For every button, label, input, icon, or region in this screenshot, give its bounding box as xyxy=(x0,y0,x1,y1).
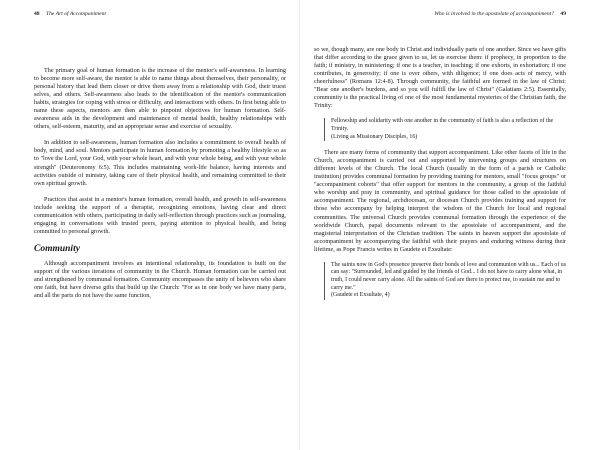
quote-citation: (Living as Missionary Disciples, 16) xyxy=(331,133,418,140)
paragraph: so we, though many, are one body in Christ and individually parts of one another. Since we have gifts that differ according to the grace given to us, let us exercise them: if prophecy, in proportion to the faith; if ministry, in ministering; if one is a teacher, in teaching; if one exhorts, in exhortation; if one contributes, in generosity; if one is over others, with diligence; if one does acts of mercy, with cheerfulness" (Romans 12:4-8). Through community, the faithful are formed in the law of Christ: "Bear one another's burdens, and so you will fulfill the law of Christ" (Galatians 2:5). Essentially, community is the practical living of one of the most fundamental mysteries of the Christian faith, the Trinity: xyxy=(314,46,566,110)
left-page-number: 48 xyxy=(34,11,40,17)
left-running-head-title: The Art of Accompaniment xyxy=(46,11,106,17)
right-body-text xyxy=(314,46,566,308)
paragraph: In addition to self-awareness, human formation also includes a commitment to overall health of body, mind, and soul. Mentors participate in human formation by promoting a healthy lifestyle so as to "love the Lord, your God, with your whole heart, and with your whole being, and with your whole strength" (Deuteronomy 6:5). This includes maintaining work-life balance, having interests and activities outside of ministry, taking care of their physical health, and remaining committed to their own spiritual growth. xyxy=(34,139,286,187)
right-page-number: 49 xyxy=(560,11,566,17)
paragraph: Practices that assist in a mentor's human formation, overall health, and growth in self-awareness include seeking the support of a therapist, recognizing emotions, having clear and direct communication with others, participating in daily self-reflection through practices such as journaling, engaging in conversations with trusted peers, paying attention to physical health, and being committed to personal growth. xyxy=(34,195,286,235)
paragraph: There are many forms of community that support accompaniment. Like other facets of life in the Church, accompaniment is carried out and supported by intervening groups and structures on different levels of the Church. The local Church (usually in the form of a parish or Catholic institution) provides communal formation by providing training for mentors, small "focus groups" or "accompaniment cohorts" that offer support for mentors in the community, a group of the faithful who worship and pray in community, and spiritual guidance for those called to the apostolate of accompaniment. The regional, archdiocesan, or diocesan Church provides training and support for those who accompany by helping interpret the wisdom of the Church for local and regional communities. The universal Church provides communal formation through the experience of the worldwide Church, papal documents relevant to the apostolate of accompaniment, and the magisterial interpretation of the Christian tradition. The saints in heaven support the apostolate of accompaniment by accompanying the faithful with their prayers and enduring witness during their lifetime, as Pope Francis writes in Gaudete et Exsultate: xyxy=(314,149,566,253)
left-running-head xyxy=(34,11,106,17)
quote-citation: (Gaudete et Exsultate, 4) xyxy=(331,292,390,299)
right-running-head xyxy=(434,11,566,17)
block-quote xyxy=(324,262,566,300)
quote-text: The saints now in God's presence preserve their bonds of love and communion with us... Each of us can say: "Surrounded, led and guided by the friends of God... I do not have to carry alone what, in truth, I could never carry alone. All the saints of God are there to protect me, to sustain me and to carry me." xyxy=(331,261,566,291)
section-heading: Community xyxy=(34,243,80,254)
quote-text: Fellowship and solidarity with one another in the community of faith is also a reflection of the Trinity. xyxy=(331,118,554,132)
paragraph: Although accompaniment involves an intentional relationship, its foundation is built on the support of the various iterations of community in the Church. Human formation can be carried out and strengthened by communal formation. Community encompasses the unity of believers who share one faith, but have diverse gifts that build up the Church: "For as in one body we have many parts, and all the parts do not have the same function, xyxy=(34,259,286,300)
paragraph: The primary goal of human formation is the increase of the mentor's self-awareness. In learning to become more self-aware, the mentor is able to name things about themselves, their personality, or personal history that lead them closer or drive them away from a relationship with God, their truest selves, and others. Self-awareness also leads to the identification of the mentor's communication habits, strategies for coping with stress or difficulty, and interactions with others. In first being able to name these aspects, mentors are then able to pinpoint objectives for human formation. Self-awareness aids in the development and maintenance of mental health, healthy relationships with others, self-esteem, maturity, and an appropriate sense and exercise of sexuality. xyxy=(34,67,286,131)
left-body-text xyxy=(34,67,286,308)
right-running-head-title: Who is involved in the apostolate of accompaniment? xyxy=(434,11,554,17)
right-page xyxy=(300,0,600,450)
block-quote xyxy=(324,118,566,141)
